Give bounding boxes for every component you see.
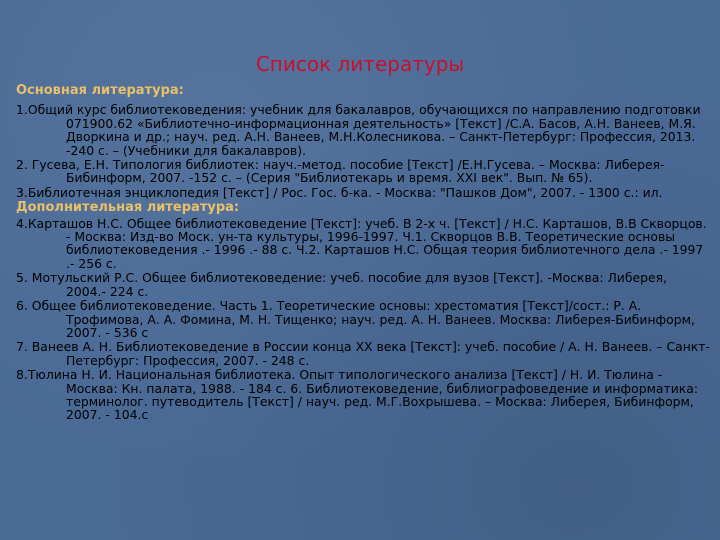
bibliography-list xyxy=(16,84,710,423)
bibliography-item: 3.Библиотечная энциклопедия [Текст] / Рос. Гос. б-ка. - Москва: "Пашков Дом", 2007. - 1300 с.: ил. xyxy=(16,184,663,200)
main-literature-heading: Основная литература: xyxy=(16,83,184,98)
additional-literature-heading: Дополнительная литература: xyxy=(16,200,240,216)
bibliography-item: 4.Карташов Н.С. Общее библиотековедение [Текст]: учеб. В 2-х ч. [Текст] / Н.С. Карташов, В.В Скворцов. - Москва: Изд-во Моск. ун-та культуры, 1996-1997. Ч.1. Скворцов В.В. Теоретические основы библиотековедения .- 1996 .- 88 с. Ч.2. Карташов Н.С. Общая теория библиотечного дела .- 1997 .- 256 с. xyxy=(16,215,707,271)
bibliography-item: 5. Мотульский Р.С. Общее библиотековедение: учеб. пособие для вузов [Текст]. -Москва: Либерея, 2004.- 224 с. xyxy=(16,270,667,299)
bibliography-item: 1.Общий курс библиотековедения: учебник для бакалавров, обучающихся по направлению подготовки 071900.62 «Библиотечно-информационная деятельность» [Текст] /С.А. Басов, А.Н. Ванеев, М.Я. Дворкина и др.; науч. ред. А.Н. Ванеев, М.Н.Колесникова. – Санкт-Петербург: Профессия, 2013. -240 с. – (Учебники для бакалавров). xyxy=(16,102,701,158)
bibliography-item: 8.Тюлина Н. И. Национальная библиотека. Опыт типологического анализа [Текст] / Н. И. Тюлина - Москва: Кн. палата, 1988. - 184 с. 6. Библиотековедение, библиографоведение и информатика: терминолог. путеводитель [Текст] / науч. ред. М.Г.Вохрышева. – Москва: Либерея, Бибинформ, 2007. - 104.с xyxy=(16,367,699,423)
bibliography-item: 6. Общее библиотековедение. Часть 1. Теоретические основы: хрестоматия [Текст]/сост.: Р. А. Трофимова, А. А. Фомина, М. Н. Тищенко; науч. ред. А. Н. Ванеев. Москва: Либерея-Бибинформ, 2007. - 536 с xyxy=(16,298,695,340)
bibliography-item: 7. Ванеев А. Н. Библиотековедение в России конца XX века [Текст]: учеб. пособие / А. Н. Ванеев. – Санкт-Петербург: Профессия, 2007. - 248 с. xyxy=(16,339,710,368)
bibliography-item: 2. Гусева, Е.Н. Типология библиотек: науч.-метод. пособие [Текст] /Е.Н.Гусева. – Москва: Либерея-Бибинформ, 2007. -152 с. – (Серия "Библиотекарь и время. XXI век". Вып. № 65). xyxy=(16,157,665,186)
slide-title: Список литературы xyxy=(255,52,465,76)
